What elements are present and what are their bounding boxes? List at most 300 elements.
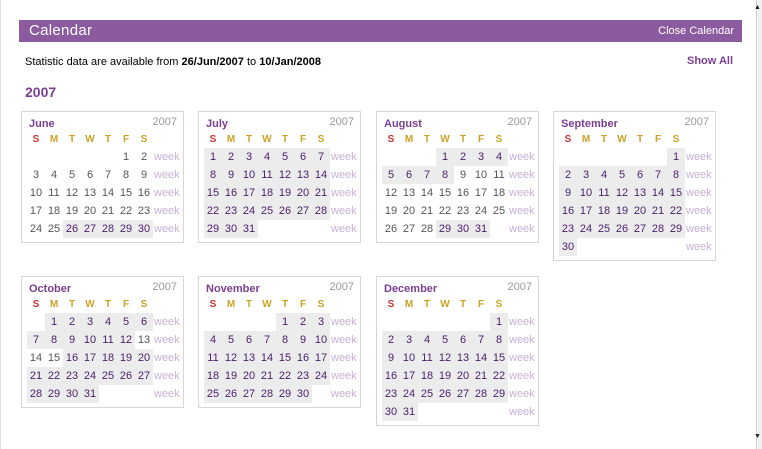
day-cell[interactable]: 16 bbox=[222, 184, 240, 202]
day-cell[interactable]: 5 bbox=[382, 166, 400, 184]
day-cell[interactable]: 13 bbox=[240, 349, 258, 367]
week-link[interactable]: week bbox=[509, 316, 535, 328]
day-cell[interactable]: 2 bbox=[382, 331, 400, 349]
month-header bbox=[554, 112, 715, 134]
day-cell[interactable]: 9 bbox=[382, 349, 400, 367]
day-cell[interactable]: 10 bbox=[577, 184, 595, 202]
day-cell[interactable]: 10 bbox=[240, 166, 258, 184]
day-cell[interactable]: 2 bbox=[294, 313, 312, 331]
week-link[interactable]: week bbox=[331, 352, 357, 364]
scroll-down-arrow-icon[interactable]: ▼ bbox=[754, 433, 761, 440]
week-link[interactable]: week bbox=[686, 223, 712, 235]
day-cell[interactable]: 25 bbox=[595, 220, 613, 238]
day-cell[interactable]: 5 bbox=[222, 331, 240, 349]
day-cell[interactable]: 22 bbox=[667, 202, 685, 220]
week-link[interactable]: week bbox=[154, 169, 180, 181]
weekday-label: W bbox=[440, 299, 450, 310]
day-cell[interactable]: 16 bbox=[559, 202, 577, 220]
day-cell[interactable]: 7 bbox=[472, 331, 490, 349]
day-cell[interactable]: 6 bbox=[294, 148, 312, 166]
week-row bbox=[559, 238, 715, 256]
scroll-up-arrow-icon[interactable]: ▲ bbox=[754, 4, 761, 11]
weekday-label: S bbox=[564, 134, 572, 145]
day-cell[interactable]: 29 bbox=[436, 220, 454, 238]
month-year: 2007 bbox=[507, 116, 532, 128]
week-row bbox=[382, 148, 538, 166]
weekday-label: M bbox=[226, 299, 236, 310]
day-cell[interactable]: 17 bbox=[312, 349, 330, 367]
day-cell[interactable]: 18 bbox=[258, 184, 276, 202]
week-link[interactable]: week bbox=[331, 223, 357, 235]
day-cell[interactable]: 30 bbox=[559, 238, 577, 256]
day-cell[interactable]: 8 bbox=[667, 166, 685, 184]
week-row bbox=[204, 148, 360, 166]
day-cell[interactable]: 28 bbox=[99, 220, 117, 238]
close-calendar-button[interactable]: Close Calendar bbox=[658, 25, 734, 37]
day-cell[interactable]: 18 bbox=[204, 367, 222, 385]
day-cell: 9 bbox=[459, 169, 467, 181]
day-cell[interactable]: 27 bbox=[240, 385, 258, 403]
day-cell[interactable]: 31 bbox=[81, 385, 99, 403]
day-cell[interactable]: 25 bbox=[418, 385, 436, 403]
week-link[interactable]: week bbox=[154, 187, 180, 199]
day-cell[interactable]: 4 bbox=[490, 148, 508, 166]
day-cell[interactable]: 30 bbox=[135, 220, 153, 238]
day-cell[interactable]: 2 bbox=[559, 166, 577, 184]
week-row bbox=[27, 367, 183, 385]
week-row bbox=[382, 331, 538, 349]
weekday-label: W bbox=[440, 134, 450, 145]
day-cell[interactable]: 4 bbox=[258, 148, 276, 166]
day-cell[interactable]: 12 bbox=[436, 349, 454, 367]
day-cell: 20 bbox=[402, 205, 416, 217]
day-cell[interactable]: 5 bbox=[613, 166, 631, 184]
day-cell[interactable]: 19 bbox=[613, 202, 631, 220]
day-cell[interactable]: 9 bbox=[63, 331, 81, 349]
day-cell[interactable]: 17 bbox=[81, 349, 99, 367]
weekday-label: F bbox=[122, 299, 130, 310]
day-cell: 28 bbox=[420, 223, 434, 235]
day-cell[interactable]: 12 bbox=[613, 184, 631, 202]
day-cell[interactable]: 12 bbox=[222, 349, 240, 367]
day-cell[interactable]: 1 bbox=[276, 313, 294, 331]
day-cell[interactable]: 15 bbox=[667, 184, 685, 202]
day-cell[interactable]: 9 bbox=[222, 166, 240, 184]
day-cell[interactable]: 25 bbox=[258, 202, 276, 220]
weekday-label: S bbox=[495, 299, 503, 310]
week-link[interactable]: week bbox=[686, 205, 712, 217]
day-cell[interactable]: 29 bbox=[204, 220, 222, 238]
week-row bbox=[382, 313, 538, 331]
day-cell[interactable]: 1 bbox=[45, 313, 63, 331]
month-grid bbox=[382, 134, 538, 238]
week-row bbox=[27, 385, 183, 403]
day-cell[interactable]: 26 bbox=[222, 385, 240, 403]
day-cell[interactable]: 30 bbox=[63, 385, 81, 403]
weekday-label: S bbox=[387, 299, 395, 310]
weekday-label: F bbox=[477, 299, 485, 310]
week-link[interactable]: week bbox=[154, 316, 180, 328]
day-cell[interactable]: 30 bbox=[382, 403, 400, 421]
day-cell[interactable]: 16 bbox=[382, 367, 400, 385]
week-link[interactable]: week bbox=[331, 334, 357, 346]
day-cell[interactable]: 3 bbox=[577, 166, 595, 184]
day-cell[interactable]: 25 bbox=[99, 367, 117, 385]
weekday-label: M bbox=[49, 299, 59, 310]
week-row bbox=[204, 385, 360, 403]
day-cell[interactable]: 3 bbox=[472, 148, 490, 166]
weekday-header-row bbox=[27, 134, 183, 148]
day-cell[interactable]: 14 bbox=[258, 349, 276, 367]
day-cell[interactable]: 29 bbox=[45, 385, 63, 403]
day-cell[interactable]: 20 bbox=[240, 367, 258, 385]
day-cell[interactable]: 3 bbox=[400, 331, 418, 349]
month-grid bbox=[204, 299, 360, 403]
day-cell[interactable]: 9 bbox=[294, 331, 312, 349]
day-cell[interactable]: 7 bbox=[258, 331, 276, 349]
day-cell[interactable]: 14 bbox=[312, 166, 330, 184]
week-row bbox=[559, 184, 715, 202]
week-row bbox=[27, 331, 183, 349]
day-cell[interactable]: 8 bbox=[204, 166, 222, 184]
week-link[interactable]: week bbox=[154, 334, 180, 346]
week-link[interactable]: week bbox=[154, 223, 180, 235]
day-cell[interactable]: 4 bbox=[204, 331, 222, 349]
day-cell: 16 bbox=[137, 187, 151, 199]
day-cell[interactable]: 18 bbox=[99, 349, 117, 367]
day-cell[interactable]: 13 bbox=[454, 349, 472, 367]
day-cell[interactable]: 6 bbox=[240, 331, 258, 349]
weekday-label: W bbox=[85, 299, 95, 310]
day-cell[interactable]: 15 bbox=[276, 349, 294, 367]
weekday-label: S bbox=[317, 299, 325, 310]
week-link[interactable]: week bbox=[154, 352, 180, 364]
week-link[interactable]: week bbox=[331, 169, 357, 181]
day-cell[interactable]: 24 bbox=[81, 367, 99, 385]
day-cell[interactable]: 15 bbox=[490, 349, 508, 367]
day-cell: 17 bbox=[29, 205, 43, 217]
weekday-label: T bbox=[281, 299, 289, 310]
month-august bbox=[376, 111, 539, 243]
day-cell[interactable]: 27 bbox=[294, 202, 312, 220]
month-name[interactable]: December bbox=[384, 283, 438, 295]
week-link[interactable]: week bbox=[509, 187, 535, 199]
day-cell[interactable]: 20 bbox=[294, 184, 312, 202]
week-link[interactable]: week bbox=[509, 406, 535, 418]
week-link[interactable]: week bbox=[331, 151, 357, 163]
day-cell[interactable]: 14 bbox=[472, 349, 490, 367]
day-cell: 10 bbox=[29, 187, 43, 199]
week-row bbox=[382, 367, 538, 385]
day-cell[interactable]: 19 bbox=[117, 349, 135, 367]
day-cell[interactable]: 6 bbox=[400, 166, 418, 184]
weekday-label: W bbox=[262, 134, 272, 145]
week-link[interactable]: week bbox=[331, 316, 357, 328]
day-cell[interactable]: 8 bbox=[45, 331, 63, 349]
day-cell[interactable]: 20 bbox=[631, 202, 649, 220]
month-header bbox=[22, 112, 183, 134]
day-cell[interactable]: 11 bbox=[204, 349, 222, 367]
availability-prefix: Statistic data are available from bbox=[25, 56, 182, 68]
day-cell[interactable]: 5 bbox=[436, 331, 454, 349]
week-link[interactable]: week bbox=[686, 169, 712, 181]
day-cell[interactable]: 17 bbox=[400, 367, 418, 385]
day-cell[interactable]: 23 bbox=[559, 220, 577, 238]
day-cell[interactable]: 10 bbox=[81, 331, 99, 349]
month-name[interactable]: November bbox=[206, 283, 260, 295]
day-cell[interactable]: 21 bbox=[472, 367, 490, 385]
week-row bbox=[27, 349, 183, 367]
day-cell[interactable]: 21 bbox=[27, 367, 45, 385]
day-cell: 25 bbox=[492, 205, 506, 217]
day-cell[interactable]: 28 bbox=[258, 385, 276, 403]
day-cell: 12 bbox=[65, 187, 79, 199]
day-cell[interactable]: 4 bbox=[595, 166, 613, 184]
day-cell[interactable]: 24 bbox=[240, 202, 258, 220]
month-name[interactable]: August bbox=[384, 118, 422, 130]
weekday-label: T bbox=[600, 134, 608, 145]
day-cell[interactable]: 17 bbox=[577, 202, 595, 220]
week-link[interactable]: week bbox=[509, 370, 535, 382]
day-cell[interactable]: 4 bbox=[418, 331, 436, 349]
day-cell[interactable]: 31 bbox=[240, 220, 258, 238]
day-cell[interactable]: 30 bbox=[454, 220, 472, 238]
week-link[interactable]: week bbox=[154, 151, 180, 163]
month-header bbox=[377, 112, 538, 134]
weekday-label: T bbox=[245, 299, 253, 310]
day-cell[interactable]: 26 bbox=[436, 385, 454, 403]
show-all-link[interactable]: Show All bbox=[687, 55, 734, 67]
day-cell: 15 bbox=[47, 352, 61, 364]
weekday-label: T bbox=[459, 134, 467, 145]
day-cell[interactable]: 18 bbox=[418, 367, 436, 385]
weekday-label: S bbox=[140, 299, 148, 310]
day-cell[interactable]: 15 bbox=[204, 184, 222, 202]
week-link[interactable]: week bbox=[686, 151, 712, 163]
day-cell: 10 bbox=[474, 169, 488, 181]
day-cell[interactable]: 3 bbox=[312, 313, 330, 331]
day-cell[interactable]: 13 bbox=[631, 184, 649, 202]
day-cell[interactable]: 23 bbox=[63, 367, 81, 385]
day-cell[interactable]: 4 bbox=[99, 313, 117, 331]
month-name[interactable]: October bbox=[29, 283, 72, 295]
weekday-label: T bbox=[104, 299, 112, 310]
day-cell[interactable]: 30 bbox=[222, 220, 240, 238]
day-cell[interactable]: 21 bbox=[312, 184, 330, 202]
day-cell[interactable]: 1 bbox=[436, 148, 454, 166]
weekday-label: T bbox=[459, 299, 467, 310]
week-link[interactable]: week bbox=[509, 169, 535, 181]
month-header bbox=[199, 112, 360, 134]
weekday-label: T bbox=[423, 299, 431, 310]
day-cell[interactable]: 22 bbox=[490, 367, 508, 385]
day-cell[interactable]: 16 bbox=[63, 349, 81, 367]
day-cell[interactable]: 19 bbox=[222, 367, 240, 385]
weekday-label: M bbox=[49, 134, 59, 145]
day-cell: 22 bbox=[438, 205, 452, 217]
weekday-label: F bbox=[299, 134, 307, 145]
weekday-label: T bbox=[423, 134, 431, 145]
year-heading: 2007 bbox=[25, 84, 57, 100]
day-cell[interactable]: 11 bbox=[595, 184, 613, 202]
day-cell[interactable]: 3 bbox=[240, 148, 258, 166]
weekday-header-row bbox=[382, 134, 538, 148]
day-cell[interactable]: 31 bbox=[472, 220, 490, 238]
day-cell[interactable]: 2 bbox=[63, 313, 81, 331]
week-link[interactable]: week bbox=[154, 370, 180, 382]
calendar-title: Calendar bbox=[29, 22, 93, 39]
day-cell[interactable]: 24 bbox=[400, 385, 418, 403]
weekday-label: M bbox=[404, 299, 414, 310]
day-cell[interactable]: 7 bbox=[312, 148, 330, 166]
week-link[interactable]: week bbox=[509, 352, 535, 364]
day-cell: 20 bbox=[83, 205, 97, 217]
day-cell[interactable]: 22 bbox=[204, 202, 222, 220]
day-cell[interactable]: 8 bbox=[490, 331, 508, 349]
month-grid bbox=[27, 134, 183, 238]
day-cell[interactable]: 11 bbox=[99, 331, 117, 349]
day-cell[interactable]: 29 bbox=[117, 220, 135, 238]
day-cell[interactable]: 28 bbox=[312, 202, 330, 220]
week-link[interactable]: week bbox=[154, 388, 180, 400]
day-cell[interactable]: 26 bbox=[276, 202, 294, 220]
week-link[interactable]: week bbox=[154, 205, 180, 217]
day-cell[interactable]: 26 bbox=[117, 367, 135, 385]
day-cell[interactable]: 27 bbox=[631, 220, 649, 238]
weekday-header-row bbox=[204, 299, 360, 313]
weekday-label: S bbox=[387, 134, 395, 145]
week-row bbox=[27, 220, 183, 238]
day-cell[interactable]: 24 bbox=[577, 220, 595, 238]
day-cell[interactable]: 7 bbox=[418, 166, 436, 184]
day-cell[interactable]: 20 bbox=[454, 367, 472, 385]
day-cell[interactable]: 5 bbox=[276, 148, 294, 166]
month-name[interactable]: July bbox=[206, 118, 229, 130]
day-cell[interactable]: 28 bbox=[472, 385, 490, 403]
weekday-label: M bbox=[581, 134, 591, 145]
day-cell[interactable]: 7 bbox=[649, 166, 667, 184]
day-cell[interactable]: 14 bbox=[649, 184, 667, 202]
day-cell[interactable]: 13 bbox=[294, 166, 312, 184]
week-row bbox=[559, 220, 715, 238]
day-cell[interactable]: 23 bbox=[382, 385, 400, 403]
day-cell[interactable]: 17 bbox=[240, 184, 258, 202]
day-cell[interactable]: 18 bbox=[595, 202, 613, 220]
day-cell[interactable]: 6 bbox=[135, 313, 153, 331]
weekday-label: T bbox=[636, 134, 644, 145]
day-cell[interactable]: 19 bbox=[276, 184, 294, 202]
day-cell[interactable]: 27 bbox=[81, 220, 99, 238]
day-cell[interactable]: 1 bbox=[204, 148, 222, 166]
week-link[interactable]: week bbox=[331, 187, 357, 199]
day-cell[interactable]: 20 bbox=[135, 349, 153, 367]
day-cell: 16 bbox=[456, 187, 470, 199]
day-cell[interactable]: 28 bbox=[27, 385, 45, 403]
day-cell[interactable]: 12 bbox=[117, 331, 135, 349]
day-cell[interactable]: 7 bbox=[27, 331, 45, 349]
day-cell[interactable]: 6 bbox=[631, 166, 649, 184]
month-name[interactable]: June bbox=[29, 118, 55, 130]
weekday-label: S bbox=[140, 134, 148, 145]
day-cell[interactable]: 10 bbox=[400, 349, 418, 367]
day-cell[interactable]: 2 bbox=[454, 148, 472, 166]
week-link[interactable]: week bbox=[509, 334, 535, 346]
day-cell[interactable]: 12 bbox=[276, 166, 294, 184]
week-link[interactable]: week bbox=[509, 223, 535, 235]
day-cell[interactable]: 16 bbox=[294, 349, 312, 367]
weekday-label: S bbox=[32, 134, 40, 145]
month-year: 2007 bbox=[152, 281, 177, 293]
day-cell[interactable]: 21 bbox=[649, 202, 667, 220]
day-cell[interactable]: 3 bbox=[81, 313, 99, 331]
day-cell: 22 bbox=[119, 205, 133, 217]
day-cell[interactable]: 1 bbox=[667, 148, 685, 166]
day-cell[interactable]: 30 bbox=[294, 385, 312, 403]
month-name[interactable]: September bbox=[561, 118, 618, 130]
week-link[interactable]: week bbox=[331, 205, 357, 217]
day-cell[interactable]: 31 bbox=[400, 403, 418, 421]
day-cell[interactable]: 19 bbox=[436, 367, 454, 385]
week-link[interactable]: week bbox=[331, 388, 357, 400]
day-cell[interactable]: 6 bbox=[454, 331, 472, 349]
day-cell[interactable]: 26 bbox=[613, 220, 631, 238]
day-cell[interactable]: 27 bbox=[454, 385, 472, 403]
day-cell[interactable]: 23 bbox=[222, 202, 240, 220]
day-cell[interactable]: 26 bbox=[63, 220, 81, 238]
day-cell[interactable]: 11 bbox=[258, 166, 276, 184]
week-link[interactable]: week bbox=[686, 241, 712, 253]
day-cell[interactable]: 1 bbox=[490, 313, 508, 331]
day-cell[interactable]: 29 bbox=[276, 385, 294, 403]
day-cell: 24 bbox=[474, 205, 488, 217]
week-link[interactable]: week bbox=[509, 151, 535, 163]
week-row bbox=[204, 166, 360, 184]
day-cell[interactable]: 27 bbox=[135, 367, 153, 385]
week-row bbox=[382, 385, 538, 403]
day-cell[interactable]: 10 bbox=[312, 331, 330, 349]
day-cell[interactable]: 22 bbox=[276, 367, 294, 385]
day-cell: 15 bbox=[438, 187, 452, 199]
day-cell: 11 bbox=[493, 169, 505, 181]
day-cell[interactable]: 29 bbox=[490, 385, 508, 403]
weekday-label: M bbox=[226, 134, 236, 145]
week-link[interactable]: week bbox=[509, 388, 535, 400]
day-cell[interactable]: 21 bbox=[258, 367, 276, 385]
day-cell[interactable]: 28 bbox=[649, 220, 667, 238]
day-cell: 24 bbox=[29, 223, 43, 235]
month-october bbox=[21, 276, 184, 408]
day-cell[interactable]: 25 bbox=[204, 385, 222, 403]
weekday-header-row bbox=[382, 299, 538, 313]
day-cell[interactable]: 9 bbox=[559, 184, 577, 202]
day-cell[interactable]: 5 bbox=[117, 313, 135, 331]
day-cell[interactable]: 11 bbox=[418, 349, 436, 367]
week-row bbox=[204, 367, 360, 385]
day-cell[interactable]: 8 bbox=[436, 166, 454, 184]
day-cell[interactable]: 24 bbox=[312, 367, 330, 385]
vertical-scrollbar[interactable] bbox=[758, 0, 762, 449]
week-link[interactable]: week bbox=[686, 187, 712, 199]
day-cell[interactable]: 23 bbox=[294, 367, 312, 385]
day-cell[interactable]: 22 bbox=[45, 367, 63, 385]
day-cell: 13 bbox=[83, 187, 97, 199]
week-link[interactable]: week bbox=[331, 370, 357, 382]
week-link[interactable]: week bbox=[509, 205, 535, 217]
day-cell[interactable]: 29 bbox=[667, 220, 685, 238]
day-cell[interactable]: 8 bbox=[276, 331, 294, 349]
day-cell: 11 bbox=[48, 187, 60, 199]
day-cell[interactable]: 2 bbox=[222, 148, 240, 166]
